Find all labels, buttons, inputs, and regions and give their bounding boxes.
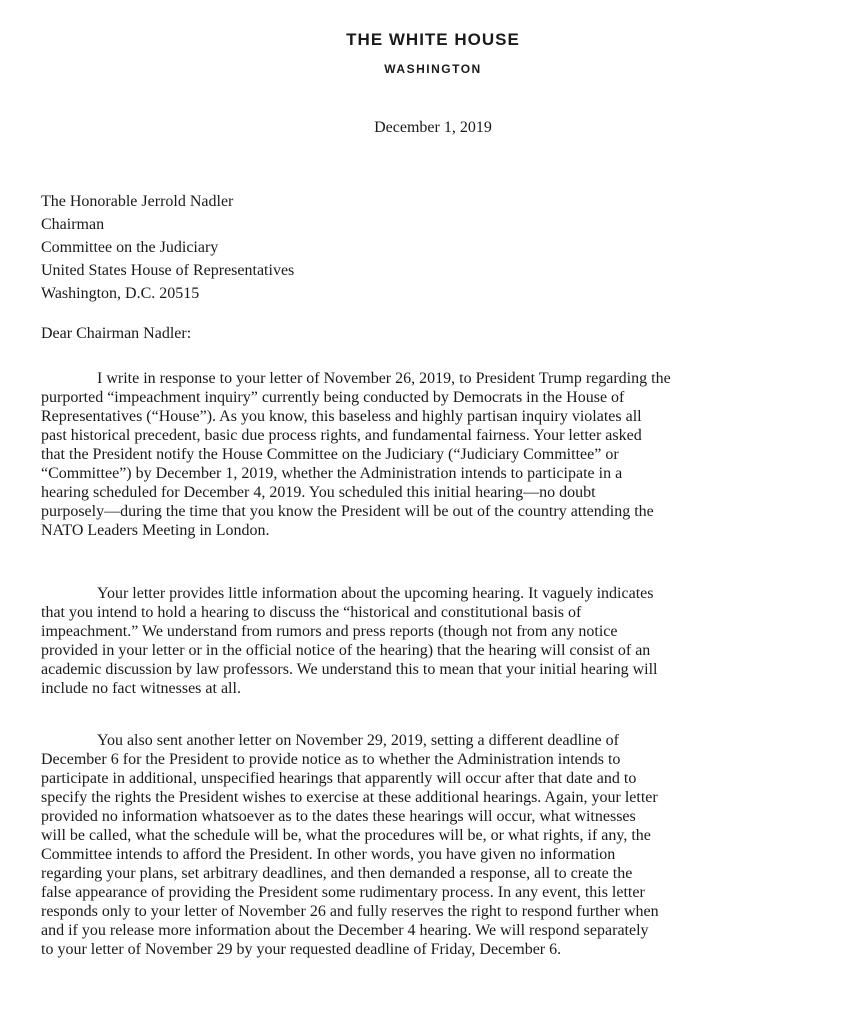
text-line: past historical precedent, basic due process rights, and fundamental fairness. Your letter asked <box>41 427 642 444</box>
text-line: responds only to your letter of November 26 and fully reserves the right to respond further when <box>41 903 659 920</box>
text-line: to your letter of November 29 by your requested deadline of Friday, December 6. <box>41 941 562 958</box>
text-line: I write in response to your letter of November 26, 2019, to President Trump regarding the <box>97 370 671 387</box>
salutation: Dear Chairman Nadler: <box>41 325 192 342</box>
text-line: regarding your plans, set arbitrary deadlines, and then demanded a response, all to create the <box>41 865 633 882</box>
recipient-address <box>41 190 294 305</box>
text-line: provided no information whatsoever as to the dates these hearings will occur, what witnesses <box>41 808 636 825</box>
address-line: Washington, D.C. 20515 <box>41 285 200 302</box>
text-line: that you intend to hold a hearing to discuss the “historical and constitutional basis of <box>41 604 582 621</box>
text-line: specify the rights the President wishes to exercise at these additional hearings. Again, your letter <box>41 789 658 806</box>
text-line: Committee intends to afford the President. In other words, you have given no information <box>41 846 616 863</box>
text-line: December 6 for the President to provide notice as to whether the Administration intends to <box>41 751 621 768</box>
text-line: Representatives (“House”). As you know, this baseless and highly partisan inquiry violates all <box>41 408 642 425</box>
text-line: purposely—during the time that you know the President will be out of the country attending the <box>41 503 654 520</box>
text-line: will be called, what the schedule will be, what the procedures will be, or what rights, if any, the <box>41 827 651 844</box>
text-line: hearing scheduled for December 4, 2019. You scheduled this initial hearing—no doubt <box>41 484 596 501</box>
text-line: false appearance of providing the President some rudimentary process. In any event, this letter <box>41 884 645 901</box>
body-paragraph-1 <box>41 369 771 540</box>
letter-date: December 1, 2019 <box>374 119 492 136</box>
text-line: impeachment.” We understand from rumors and press reports (though not from any notice <box>41 623 618 640</box>
body-paragraph-2 <box>41 584 771 698</box>
address-line: United States House of Representatives <box>41 262 295 279</box>
letterhead-subtitle: WASHINGTON <box>384 62 482 76</box>
address-line: Chairman <box>41 216 105 233</box>
text-line: participate in additional, unspecified hearings that apparently will occur after that date and to <box>41 770 637 787</box>
text-line: academic discussion by law professors. We understand this to mean that your initial hearing will <box>41 661 658 678</box>
text-line: purported “impeachment inquiry” currently being conducted by Democrats in the House of <box>41 389 625 406</box>
address-line: Committee on the Judiciary <box>41 239 219 256</box>
text-line: include no fact witnesses at all. <box>41 680 241 697</box>
text-line: NATO Leaders Meeting in London. <box>41 522 270 539</box>
text-line: Your letter provides little information about the upcoming hearing. It vaguely indicates <box>97 585 654 602</box>
text-line: “Committee”) by December 1, 2019, whether the Administration intends to participate in a <box>41 465 623 482</box>
letterhead-title: THE WHITE HOUSE <box>346 30 520 49</box>
address-line: The Honorable Jerrold Nadler <box>41 193 234 210</box>
text-line: that the President notify the House Committee on the Judiciary (“Judiciary Committee” or <box>41 446 619 463</box>
text-line: provided in your letter or in the official notice of the hearing) that the hearing will consist of an <box>41 642 651 659</box>
text-line: and if you release more information about the December 4 hearing. We will respond separately <box>41 922 649 939</box>
text-line: You also sent another letter on November 29, 2019, setting a different deadline of <box>97 732 619 749</box>
body-paragraph-3 <box>41 731 771 959</box>
